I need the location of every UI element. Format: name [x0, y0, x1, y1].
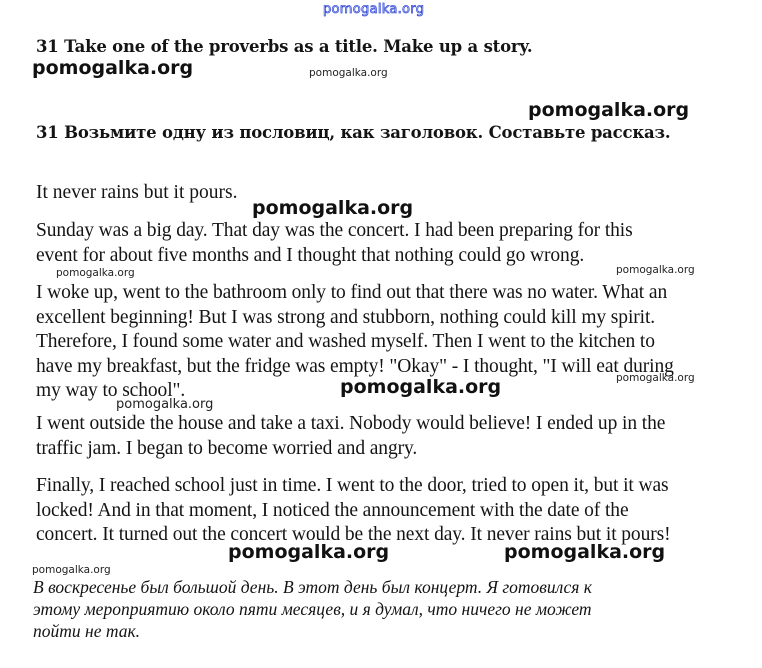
story-paragraph-4 — [36, 474, 736, 548]
paragraph-line: traffic jam. I began to become worried and angry. — [36, 437, 418, 459]
russian-translation — [33, 576, 733, 642]
translation-line: В воскресенье был большой день. В этот день был концерт. Я готовился к — [33, 577, 592, 597]
watermark-large: pomogalka.org — [340, 376, 502, 398]
paragraph-line: I woke up, went to the bathroom only to find out that there was no water. What an — [36, 282, 668, 303]
paragraph-line: Therefore, I found some water and washed myself. Then I went to the kitchen to — [36, 331, 655, 352]
paragraph-line: event for about five months and I thought that nothing could go wrong. — [36, 244, 585, 266]
watermark-small: pomogalka.org — [56, 267, 135, 279]
story-paragraph-1 — [36, 219, 736, 268]
story-title: It never rains but it pours. — [36, 182, 238, 203]
paragraph-line: have my breakfast, but the fridge was empty! "Okay" - I thought, "I will eat during — [36, 355, 674, 377]
paragraph-line: excellent beginning! But I was strong and stubborn, nothing could kill my spirit. — [36, 306, 656, 328]
watermark-small: pomogalka.org — [616, 372, 695, 384]
watermark-large: pomogalka.org — [32, 57, 194, 79]
header-watermark: pomogalka.org — [323, 2, 425, 17]
translation-line: этому мероприятию около пяти месяцев, и я думал, что ничего не может — [33, 599, 592, 619]
paragraph-line: Sunday was a big day. That day was the concert. I had been preparing for this — [36, 220, 633, 241]
watermark-large: pomogalka.org — [228, 541, 390, 563]
paragraph-line: locked! And in that moment, I noticed the announcement with the date of the — [36, 499, 629, 521]
paragraph-line: concert. It turned out the concert would be the next day. It never rains but it pours! — [36, 524, 671, 545]
paragraph-line: my way to school". — [36, 380, 186, 401]
story-paragraph-3 — [36, 412, 736, 461]
watermark-large: pomogalka.org — [528, 99, 690, 121]
watermark-large: pomogalka.org — [504, 541, 666, 563]
watermark-small: pomogalka.org — [32, 564, 111, 576]
task-heading-russian: 31 Возьмите одну из пословиц, как заголовок. Составьте рассказ. — [36, 123, 671, 142]
translation-line: пойти не так. — [33, 621, 140, 641]
watermark-small: pomogalka.org — [616, 264, 695, 276]
task-heading-english: 31 Take one of the proverbs as a title. Make up a story. — [36, 37, 533, 56]
paragraph-line: Finally, I reached school just in time. I went to the door, tried to open it, but it was — [36, 475, 669, 496]
watermark-small: pomogalka.org — [116, 397, 214, 412]
paragraph-line: I went outside the house and take a taxi. Nobody would believe! I ended up in the — [36, 413, 666, 434]
watermark-large: pomogalka.org — [252, 197, 414, 219]
watermark-small: pomogalka.org — [309, 67, 388, 79]
